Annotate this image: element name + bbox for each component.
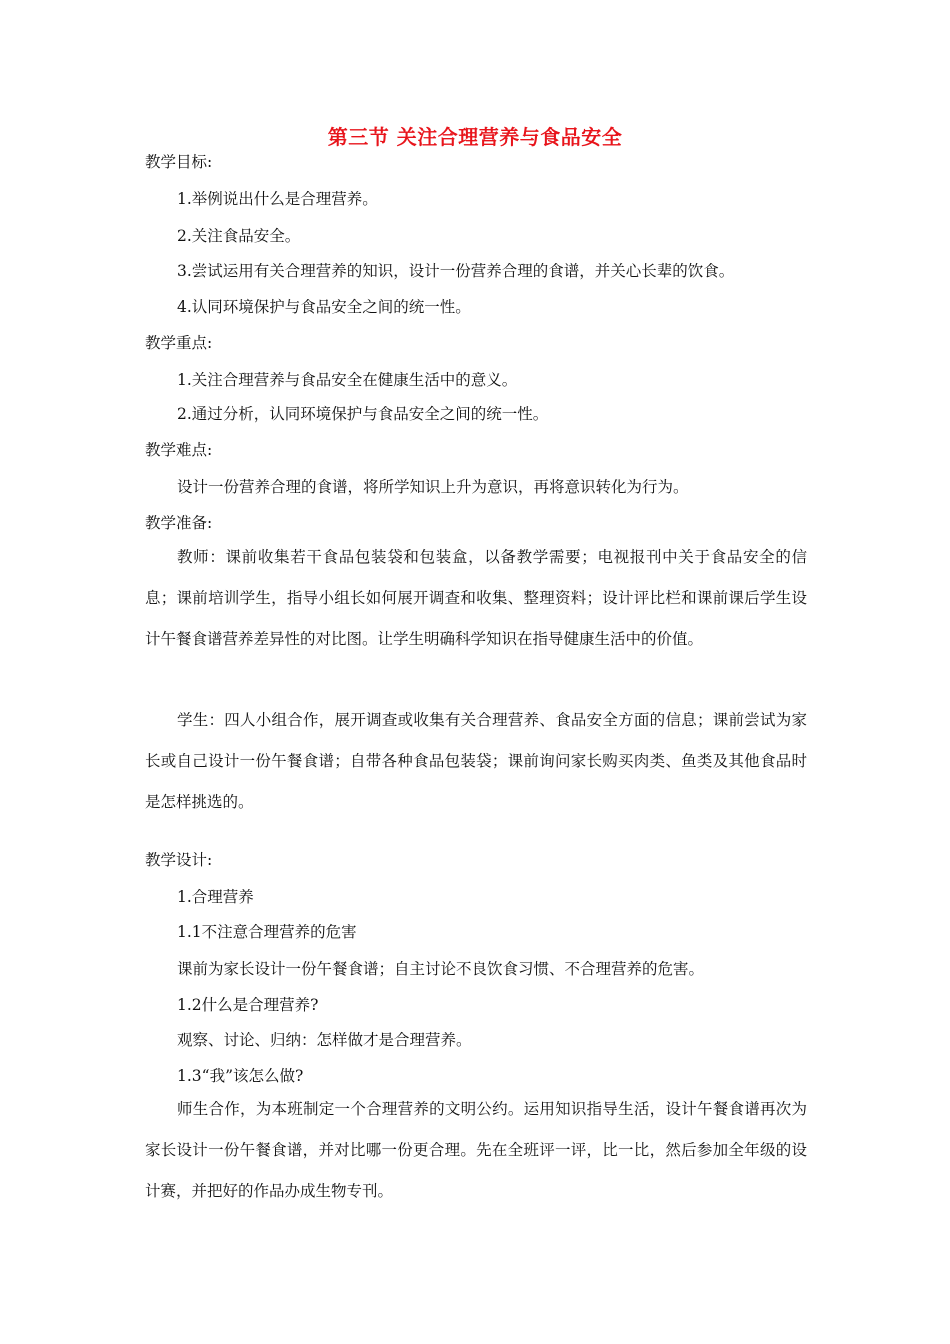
objective-item-4: 4.认同环境保护与食品安全之间的统一性。: [177, 298, 471, 316]
page-title: 第三节 关注合理营养与食品安全: [327, 125, 623, 149]
difficulties-text: 设计一份营养合理的食谱，将所学知识上升为意识，再将意识转化为行为。: [177, 478, 689, 496]
preparation-student-paragraph: 学生：四人小组合作，展开调查或收集有关合理营养、食品安全方面的信息；课前尝试为家长或自己设计一份午餐食谱；自带各种食品包装袋；课前询问家长购买肉类、鱼类及其他食品时是怎样挑选的。: [145, 711, 807, 811]
design-section-1: 1.合理营养: [177, 888, 254, 906]
objective-item-1: 1.举例说出什么是合理营养。: [177, 190, 378, 208]
difficulties-heading: 教学难点:: [145, 441, 213, 459]
objective-item-2: 2.关注食品安全。: [177, 227, 301, 245]
design-subsection-1-1: 1.1不注意合理营养的危害: [177, 923, 357, 941]
key-point-item-1: 1.关注合理营养与食品安全在健康生活中的意义。: [177, 371, 518, 389]
objective-item-3: 3.尝试运用有关合理营养的知识，设计一份营养合理的食谱，并关心长辈的饮食。: [177, 262, 735, 280]
design-subsection-1-1-text: 课前为家长设计一份午餐食谱；自主讨论不良饮食习惯、不合理营养的危害。: [177, 960, 705, 978]
design-subsection-1-2: 1.2什么是合理营养?: [177, 996, 319, 1014]
preparation-heading: 教学准备:: [145, 514, 213, 532]
design-subsection-1-2-text: 观察、讨论、归纳：怎样做才是合理营养。: [177, 1031, 472, 1049]
design-heading: 教学设计:: [145, 851, 213, 869]
objectives-heading: 教学目标:: [145, 153, 213, 171]
preparation-teacher-paragraph: 教师：课前收集若干食品包装袋和包装盒，以备教学需要；电视报刊中关于食品安全的信息；课前培训学生，指导小组长如何展开调查和收集、整理资料；设计评比栏和课前课后学生设计午餐食谱营养差异性的对比图。让学生明确科学知识在指导健康生活中的价值。: [145, 548, 807, 648]
design-subsection-1-3-text: 师生合作，为本班制定一个合理营养的文明公约。运用知识指导生活，设计午餐食谱再次为家长设计一份午餐食谱，并对比哪一份更合理。先在全班评一评，比一比，然后参加全年级的设计赛，并把好的作品办成生物专刊。: [145, 1100, 807, 1200]
key-points-heading: 教学重点:: [145, 334, 213, 352]
key-point-item-2: 2.通过分析，认同环境保护与食品安全之间的统一性。: [177, 405, 549, 423]
design-subsection-1-3: 1.3“我”该怎么做?: [177, 1067, 304, 1085]
